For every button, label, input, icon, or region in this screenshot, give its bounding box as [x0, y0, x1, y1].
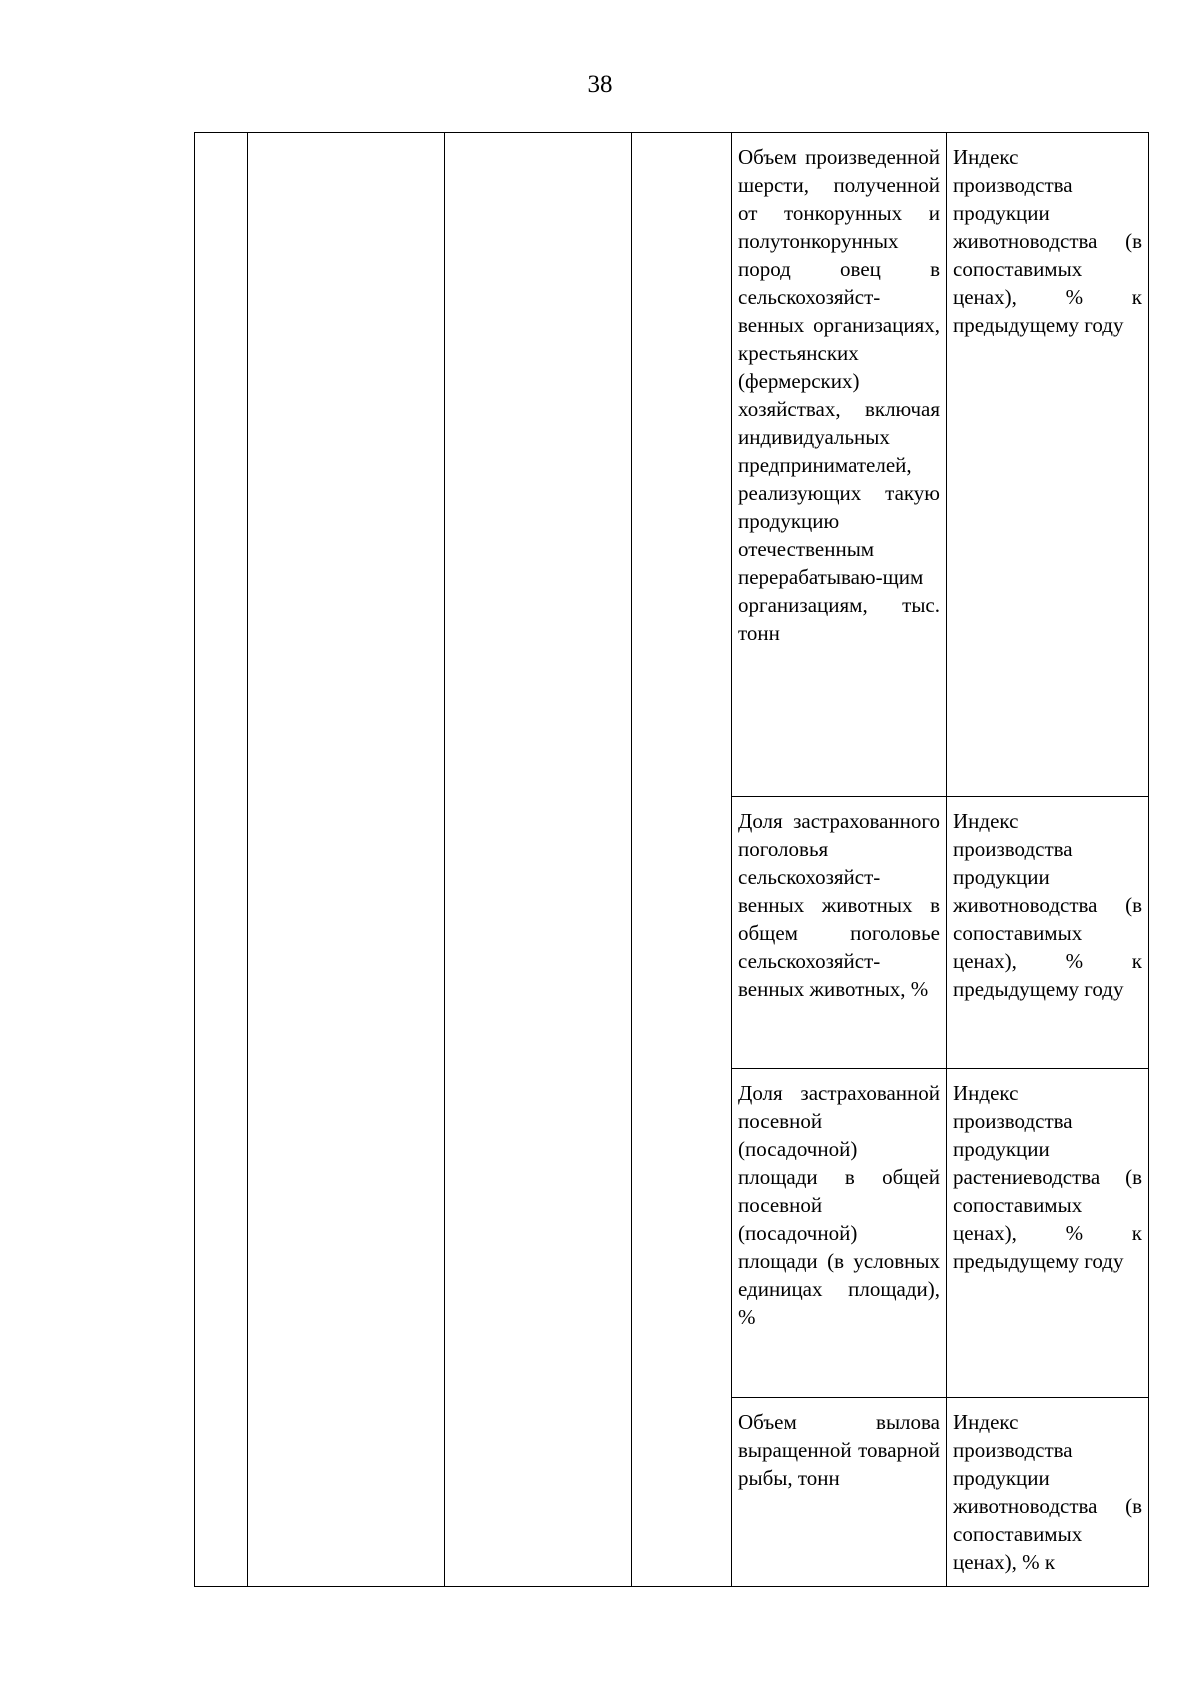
- table-cell-col3: [445, 133, 632, 1587]
- index-cell: Индекс производства продукции животноводства (в сопоставимых ценах), % к предыдущему году: [947, 797, 1149, 1069]
- index-cell: Индекс производства продукции растениеводства (в сопоставимых ценах), % к предыдущему году: [947, 1069, 1149, 1398]
- table-row: [195, 133, 1149, 797]
- table-cell-number: [195, 133, 248, 1587]
- page-number: 38: [587, 71, 613, 98]
- indicator-cell: Объем вылова выращенной товарной рыбы, тонн: [732, 1398, 947, 1587]
- indicator-cell: Доля застрахованной посевной (посадочной) площади в общей посевной (посадочной) площади (в условных единицах площади), %: [732, 1069, 947, 1398]
- index-cell: Индекс производства продукции животноводства (в сопоставимых ценах), % к: [947, 1398, 1149, 1587]
- index-cell: Индекс производства продукции животноводства (в сопоставимых ценах), % к предыдущему году: [947, 133, 1149, 797]
- table-cell-col2: [248, 133, 445, 1587]
- table-cell-col4: [632, 133, 732, 1587]
- indicator-cell: Доля застрахованного поголовья сельскохозяйст-венных животных в общем поголовье сельскохозяйст-венных животных, %: [732, 797, 947, 1069]
- indicator-cell: Объем произведенной шерсти, полученной от тонкорунных и полутонкорунных пород овец в сельскохозяйст-венных организациях, крестьянских (фермерских) хозяйствах, включая индивидуальных предпринимателей, реализующих такую продукцию отечественным перерабатываю-щим организациям, тыс. тонн: [732, 133, 947, 797]
- indicators-table: [194, 132, 1149, 1587]
